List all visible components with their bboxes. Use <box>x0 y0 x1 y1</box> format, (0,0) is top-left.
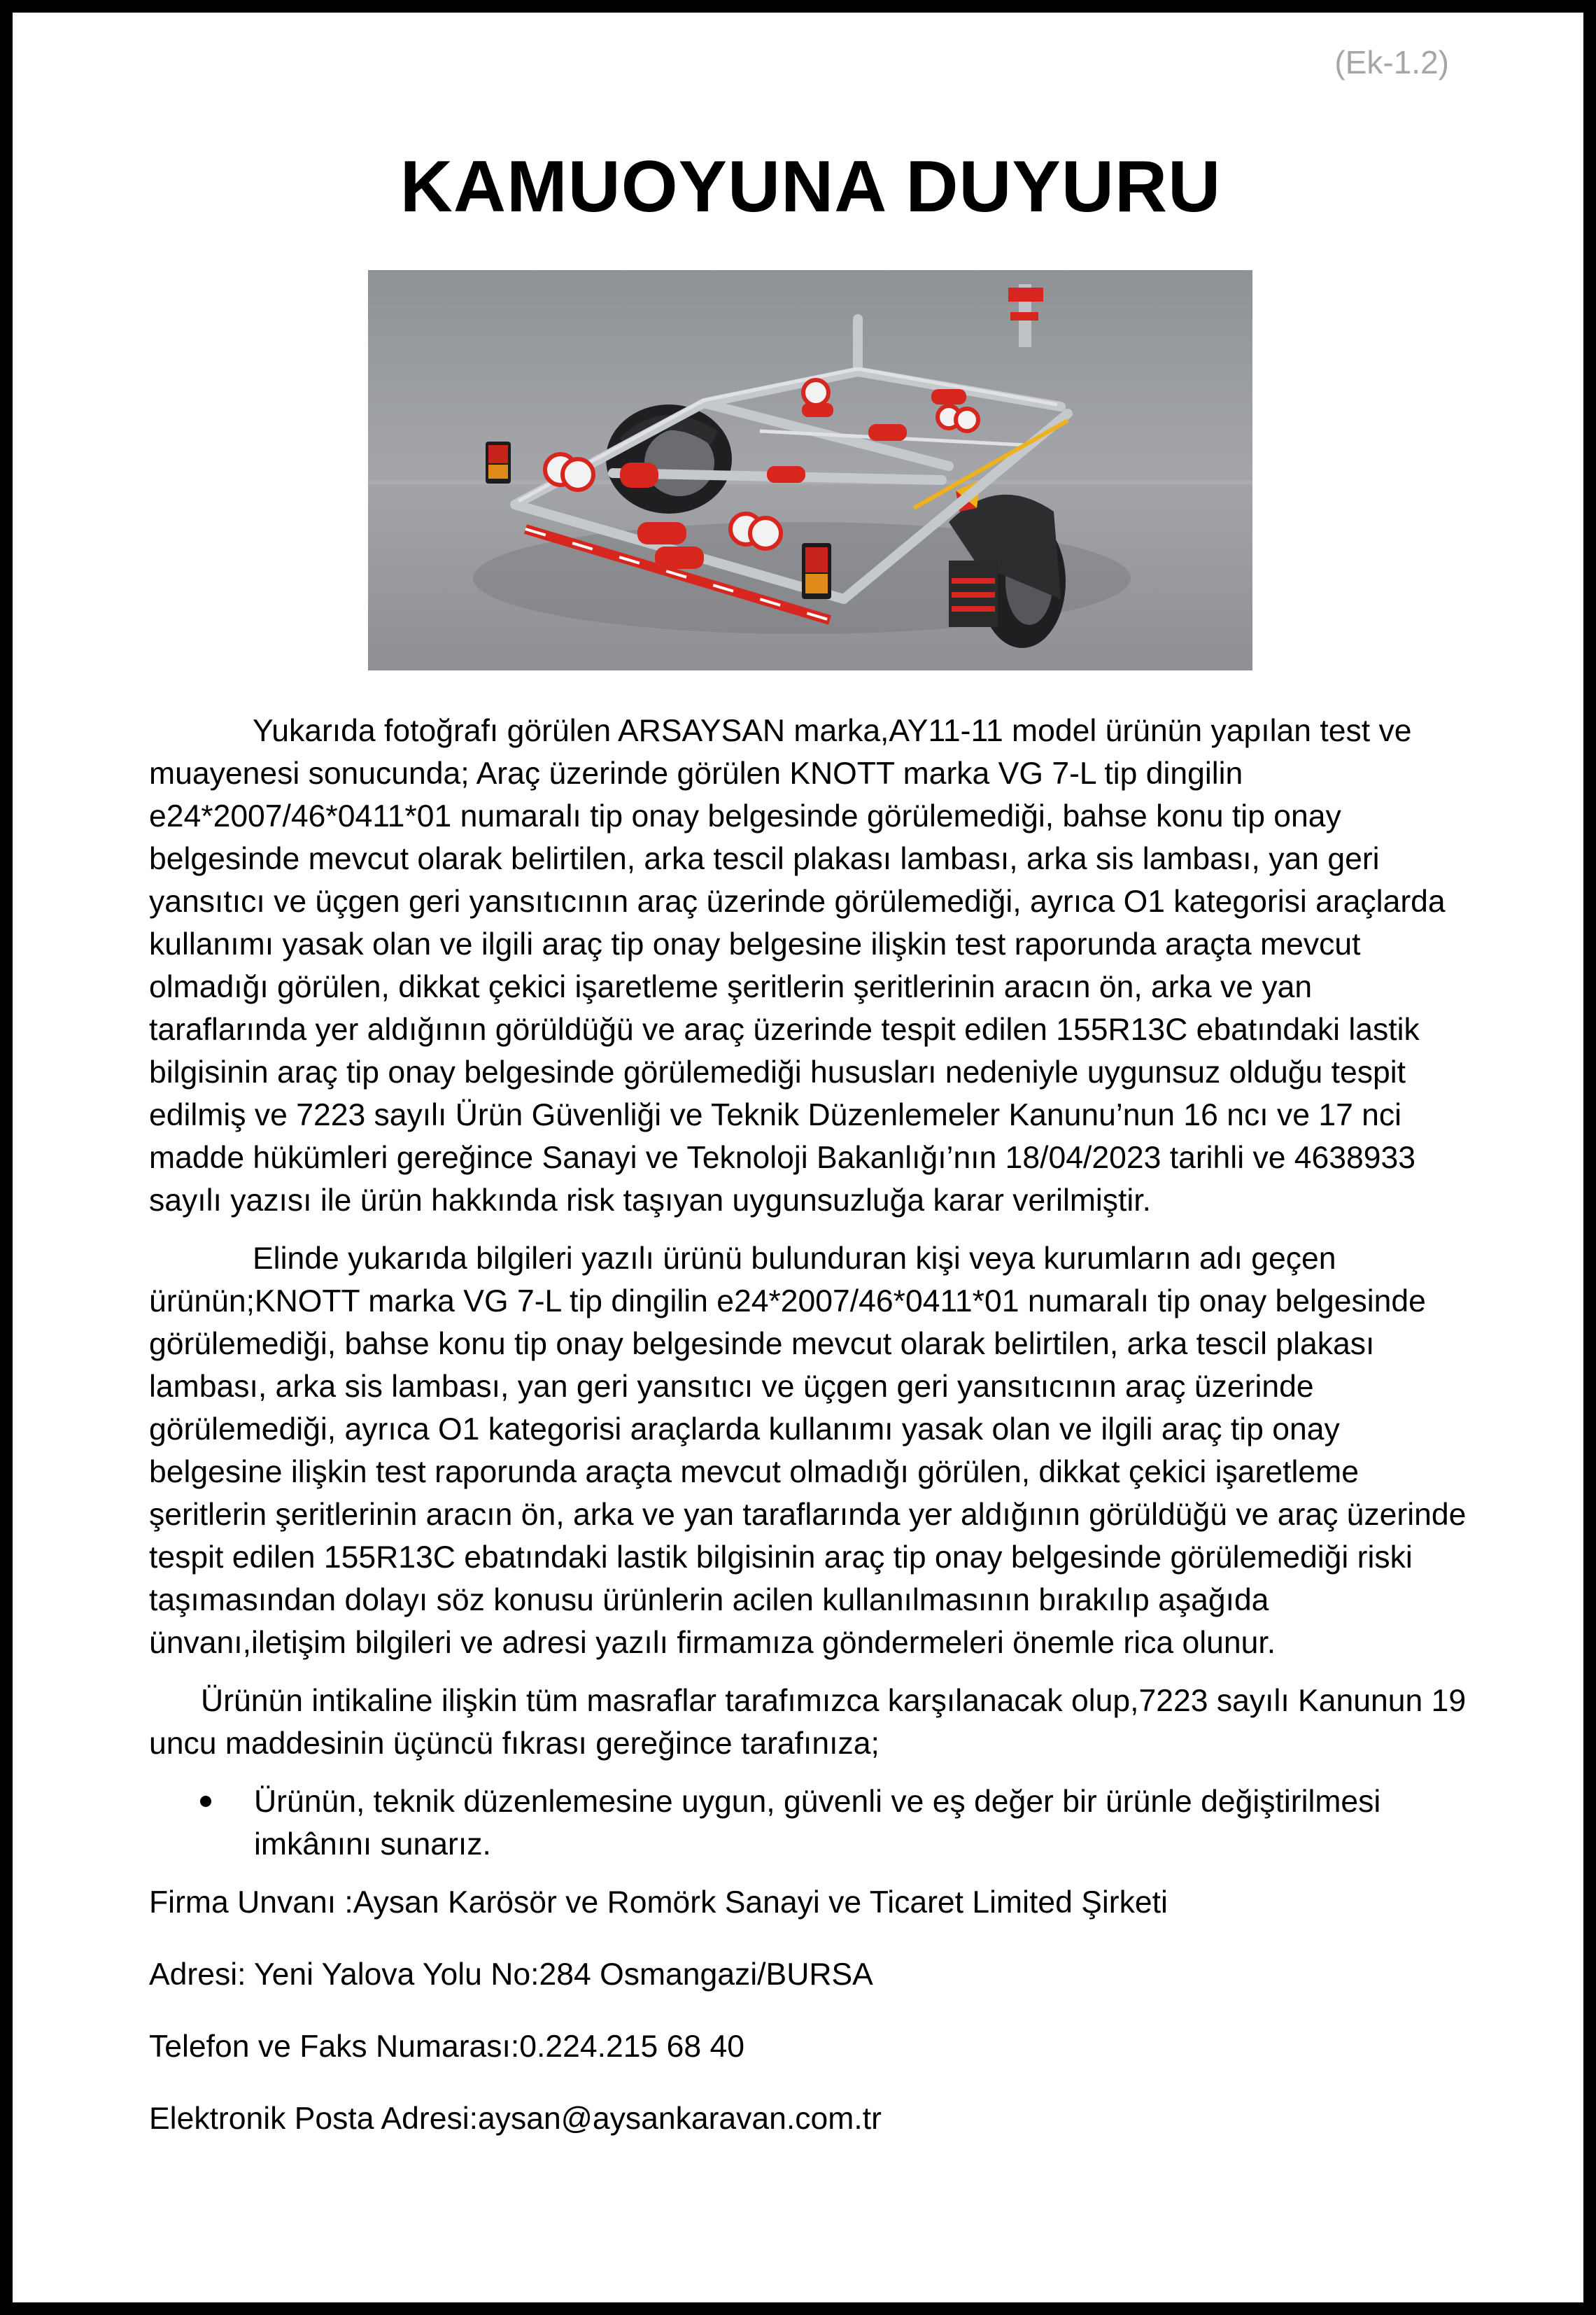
boat-trailer-photo <box>368 270 1252 670</box>
company-name: Firma Unvanı :Aysan Karösör ve Romörk Sanayi ve Ticaret Limited Şirketi <box>149 1885 1168 1920</box>
announcement-body <box>149 710 1471 2169</box>
bullet-icon <box>200 1796 211 1807</box>
page-title: KAMUOYUNA DUYURU <box>400 146 1222 227</box>
offer-list <box>149 1780 1471 1866</box>
paragraph-costs: Ürünün intikaline ilişkin tüm masraflar tarafımızca karşılanacak olup,7223 sayılı Kanunun 19 uncu maddesinin üçüncü fıkrası gereğince tarafınıza; <box>149 1684 1467 1761</box>
offer-text: Ürünün, teknik düzenlemesine uygun, güvenli ve eş değer bir ürünle değiştirilmesi imkânını sunarız. <box>254 1785 1381 1862</box>
paragraph-test-result: Yukarıda fotoğrafı görülen ARSAYSAN marka,AY11-11 model ürünün yapılan test ve muayenesi sonucunda; Araç üzerinde görülen KNOTT marka VG 7-L tip dingilin e24*2007/46*0411*01 numaralı tip onay belgesinde görülemediği, bahse konu tip onay belgesinde mevcut olarak belirtilen, arka tescil plakası lambası, arka sis lambası, yan geri yansıtıcı ve üçgen geri yansıtıcının araç üzerinde görülemediği, ayrıca O1 kategorisi araçlarda kullanımı yasak olan ve ilgili araç tip onay belgesine ilişkin test raporunda araçta mevcut olmadığı görülen, dikkat çekici işaretleme şeritlerin şeritlerinin aracın ön, arka ve yan taraflarında yer aldığının görüldüğü ve araç üzerinde tespit edilen 155R13C ebatındaki lastik bilgisinin araç tip onay belgesinde görülemediği hususları nedeniyle uygunsuz olduğu tespit edilmiş ve 7223 sayılı Ürün Güvenliği ve Teknik Düzenlemeler Kanunu’nun 16 ncı ve 17 nci madde hükümleri gereğince Sanayi ve Teknoloji Bakanlığı’nın 18/04/2023 tarihli ve 4638933 sayılı yazısı ile ürün hakkında risk taşıyan uygunsuzluğa karar verilmiştir. <box>149 714 1446 1218</box>
list-item <box>254 1780 1471 1866</box>
company-phone: Telefon ve Faks Numarası:0.224.215 68 40 <box>149 2029 744 2064</box>
company-address: Adresi: Yeni Yalova Yolu No:284 Osmangazi/BURSA <box>149 1957 873 1992</box>
annex-label: (Ek-1.2) <box>1334 44 1449 80</box>
paragraph-return-request: Elinde yukarıda bilgileri yazılı ürünü bulunduran kişi veya kurumların adı geçen ürünün;KNOTT marka VG 7-L tip dingilin e24*2007/46*0411*01 numaralı tip onay belgesinde görülemediği, bahse konu tip onay belgesinde mevcut olarak belirtilen, arka tescil plakası lambası, arka sis lambası, yan geri yansıtıcı ve üçgen geri yansıtıcının araç üzerinde görülemediği, ayrıca O1 kategorisi araçlarda kullanımı yasak olan ve ilgili araç tip onay belgesine ilişkin test raporunda araçta mevcut olmadığı görülen, dikkat çekici işaretleme şeritlerin şeritlerinin aracın ön, arka ve yan taraflarında yer aldığının görüldüğü ve araç üzerinde tespit edilen 155R13C ebatındaki lastik bilgisinin araç tip onay belgesinde görülemediği riski taşımasından dolayı söz konusu ürünlerin acilen kullanılmasının bırakılıp aşağıda ünvanı,iletişim bilgileri ve adresi yazılı firmamıza göndermeleri önemle rica olunur. <box>149 1241 1467 1660</box>
company-email: Elektronik Posta Adresi:aysan@aysankaravan.com.tr <box>149 2102 882 2136</box>
boat-trailer-illustration <box>368 270 1252 670</box>
